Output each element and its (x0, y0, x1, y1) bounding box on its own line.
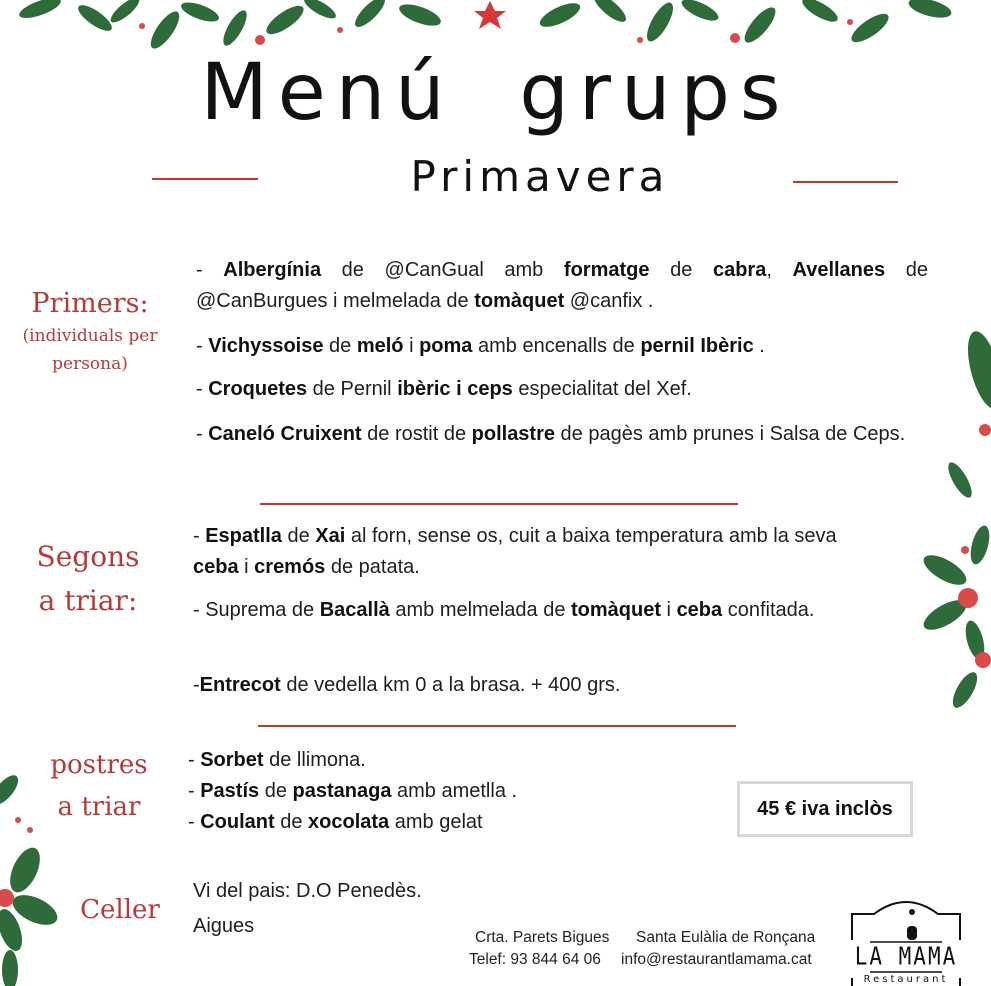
section-divider-1 (260, 503, 738, 505)
menu-title: Menú grups (200, 48, 791, 138)
postres-item-sorbet: - Sorbet de llimona. (188, 749, 366, 771)
logo-tagline: Restaurant (863, 974, 949, 985)
primers-item-albergina: - Albergínia de @CanGual amb formatge de cabra, Avellanes de @CanBurgues i melmelada de tomàquet @canfix . (196, 259, 929, 312)
postres-item-coulant: - Coulant de xocolata amb gelat (188, 811, 483, 833)
price-box: 45 € iva inclòs (737, 781, 913, 837)
segons-item-suprema: - Suprema de Bacallà amb melmelada de tomàquet i ceba confitada. (193, 599, 815, 621)
segons-item-entrecot: -Entrecot de vedella km 0 a la brasa. + 400 grs. (193, 674, 621, 696)
footer-town: Santa Eulàlia de Ronçana (636, 929, 816, 946)
postres-label (0, 744, 198, 828)
logo-name: LA MAMA (854, 941, 958, 971)
primers-note-line2: persona) (52, 354, 128, 374)
segons-item-espatlla: - Espatlla de Xai al forn, sense os, cuit a baixa temperatura amb la seva ceba i cremós de patata. (193, 525, 837, 578)
segons-label-line2: a triar: (38, 584, 138, 617)
celler-item-wine: Vi del pais: D.O Penedès. (193, 880, 422, 902)
primers-item-vichyssoise: - Vichyssoise de meló i poma amb encenalls de pernil Ibèric . (196, 335, 765, 357)
celler-label: Celler (80, 895, 160, 925)
postres-label-line2: a triar (57, 792, 141, 822)
primers-note-line1: (individuals per (22, 326, 158, 346)
footer-email: info@restaurantlamama.cat (621, 951, 812, 968)
footer-phone: Telef: 93 844 64 06 (469, 951, 601, 968)
primers-label (0, 286, 180, 378)
primers-title: Primers: (31, 288, 149, 319)
title-divider-left (152, 178, 258, 180)
primers-item-canelo: - Caneló Cruixent de rostit de pollastre de pagès amb prunes i Salsa de Ceps. (196, 423, 906, 445)
postres-item-pastis: - Pastís de pastanaga amb ametlla . (188, 780, 518, 802)
postres-label-line1: postres (50, 750, 148, 780)
menu-subtitle: Primavera (410, 152, 670, 201)
segons-label-line1: Segons (36, 540, 140, 573)
restaurant-logo (850, 900, 962, 986)
section-divider-2 (258, 725, 736, 727)
title-divider-right (793, 181, 898, 183)
celler-item-water: Aigues (193, 915, 255, 937)
footer-address: Crta. Parets Bigues (475, 929, 610, 946)
segons-label (0, 535, 176, 623)
primers-item-croquetes: - Croquetes de Pernil ibèric i ceps especialitat del Xef. (196, 378, 692, 400)
